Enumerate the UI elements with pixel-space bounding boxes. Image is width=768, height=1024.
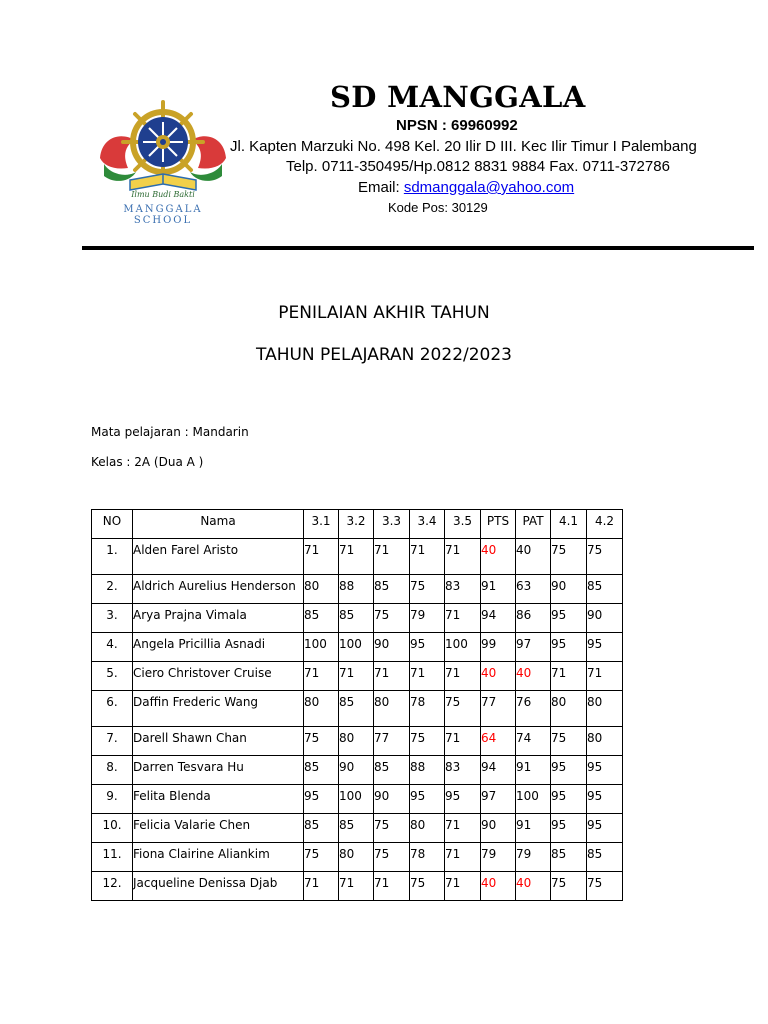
score-cell: 100 [445, 633, 481, 662]
score-cell: 85 [339, 691, 374, 727]
grades-table [91, 509, 623, 901]
score-cell: 83 [445, 575, 481, 604]
score-cell: 80 [339, 727, 374, 756]
npsn: NPSN : 69960992 [396, 117, 518, 134]
row-number: 4. [92, 633, 133, 662]
score-cell: 71 [445, 843, 481, 872]
email-label: Email: [358, 179, 404, 196]
phone: Telp. 0711-350495/Hp.0812 8831 9884 Fax. 0711-372786 [286, 158, 670, 175]
score-cell: 40 [481, 539, 516, 575]
score-cell: 91 [481, 575, 516, 604]
table-row [92, 575, 623, 604]
score-cell: 40 [516, 872, 551, 901]
score-cell: 97 [516, 633, 551, 662]
score-cell: 88 [339, 575, 374, 604]
score-cell: 80 [587, 691, 623, 727]
row-number: 3. [92, 604, 133, 633]
student-name: Arya Prajna Vimala [133, 604, 304, 633]
student-name: Fiona Clairine Aliankim [133, 843, 304, 872]
score-cell: 95 [410, 785, 445, 814]
score-cell: 90 [339, 756, 374, 785]
score-cell: 75 [551, 727, 587, 756]
score-cell: 95 [551, 785, 587, 814]
score-cell: 90 [587, 604, 623, 633]
student-name: Aldrich Aurelius Henderson [133, 575, 304, 604]
score-cell: 86 [516, 604, 551, 633]
score-cell: 71 [410, 539, 445, 575]
score-cell: 71 [339, 872, 374, 901]
student-name: Ciero Christover Cruise [133, 662, 304, 691]
document-subtitle: TAHUN PELAJARAN 2022/2023 [256, 345, 512, 365]
score-cell: 40 [481, 872, 516, 901]
score-cell: 100 [304, 633, 339, 662]
score-cell: 83 [445, 756, 481, 785]
score-cell: 75 [410, 727, 445, 756]
score-cell: 75 [587, 872, 623, 901]
student-name: Jacqueline Denissa Djab [133, 872, 304, 901]
row-number: 12. [92, 872, 133, 901]
score-cell: 90 [374, 633, 410, 662]
score-cell: 40 [516, 539, 551, 575]
score-cell: 85 [374, 756, 410, 785]
score-cell: 71 [374, 539, 410, 575]
table-row [92, 633, 623, 662]
score-cell: 75 [587, 539, 623, 575]
table-row [92, 872, 623, 901]
score-cell: 64 [481, 727, 516, 756]
score-cell: 75 [551, 872, 587, 901]
row-number: 1. [92, 539, 133, 575]
score-cell: 85 [587, 843, 623, 872]
score-cell: 95 [587, 756, 623, 785]
score-cell: 95 [551, 756, 587, 785]
score-cell: 76 [516, 691, 551, 727]
email-link[interactable]: sdmanggala@yahoo.com [403, 179, 575, 196]
score-cell: 80 [374, 691, 410, 727]
student-name: Darren Tesvara Hu [133, 756, 304, 785]
column-header: NO [92, 510, 133, 539]
score-cell: 95 [551, 633, 587, 662]
student-name: Felita Blenda [133, 785, 304, 814]
score-cell: 71 [304, 872, 339, 901]
score-cell: 94 [481, 756, 516, 785]
score-cell: 95 [551, 814, 587, 843]
table-row [92, 662, 623, 691]
table-header-row [92, 510, 623, 539]
score-cell: 85 [304, 814, 339, 843]
score-cell: 77 [374, 727, 410, 756]
row-number: 10. [92, 814, 133, 843]
score-cell: 71 [587, 662, 623, 691]
score-cell: 99 [481, 633, 516, 662]
score-cell: 85 [339, 604, 374, 633]
score-cell: 71 [445, 814, 481, 843]
score-cell: 100 [339, 633, 374, 662]
score-cell: 71 [410, 662, 445, 691]
score-cell: 80 [339, 843, 374, 872]
score-cell: 71 [445, 662, 481, 691]
score-cell: 85 [304, 604, 339, 633]
row-number: 9. [92, 785, 133, 814]
score-cell: 91 [516, 756, 551, 785]
score-cell: 94 [481, 604, 516, 633]
score-cell: 85 [587, 575, 623, 604]
student-name: Felicia Valarie Chen [133, 814, 304, 843]
table-row [92, 756, 623, 785]
score-cell: 95 [551, 604, 587, 633]
score-cell: 71 [551, 662, 587, 691]
score-cell: 85 [551, 843, 587, 872]
score-cell: 95 [410, 633, 445, 662]
score-cell: 85 [374, 575, 410, 604]
row-number: 7. [92, 727, 133, 756]
email-line [358, 179, 574, 196]
row-number: 2. [92, 575, 133, 604]
row-number: 11. [92, 843, 133, 872]
column-header: 4.1 [551, 510, 587, 539]
score-cell: 75 [374, 604, 410, 633]
score-cell: 71 [445, 539, 481, 575]
row-number: 8. [92, 756, 133, 785]
school-logo [92, 96, 234, 226]
score-cell: 77 [481, 691, 516, 727]
score-cell: 88 [410, 756, 445, 785]
score-cell: 100 [516, 785, 551, 814]
score-cell: 75 [410, 575, 445, 604]
score-cell: 85 [304, 756, 339, 785]
score-cell: 90 [481, 814, 516, 843]
score-cell: 95 [587, 814, 623, 843]
table-row [92, 843, 623, 872]
student-name: Angela Pricillia Asnadi [133, 633, 304, 662]
row-number: 5. [92, 662, 133, 691]
column-header: PAT [516, 510, 551, 539]
score-cell: 71 [445, 604, 481, 633]
score-cell: 71 [374, 662, 410, 691]
score-cell: 75 [410, 872, 445, 901]
column-header: Nama [133, 510, 304, 539]
column-header: 3.4 [410, 510, 445, 539]
score-cell: 71 [339, 662, 374, 691]
score-cell: 80 [587, 727, 623, 756]
row-number: 6. [92, 691, 133, 727]
score-cell: 90 [374, 785, 410, 814]
score-cell: 75 [445, 691, 481, 727]
score-cell: 95 [587, 633, 623, 662]
student-name: Daffin Frederic Wang [133, 691, 304, 727]
score-cell: 80 [304, 691, 339, 727]
score-cell: 78 [410, 691, 445, 727]
table-row [92, 785, 623, 814]
address: Jl. Kapten Marzuki No. 498 Kel. 20 Ilir D III. Kec Ilir Timur I Palembang [230, 138, 697, 155]
logo-motto: Ilmu Budi Bakti [131, 190, 195, 199]
score-cell: 78 [410, 843, 445, 872]
score-cell: 63 [516, 575, 551, 604]
score-cell: 85 [339, 814, 374, 843]
score-cell: 40 [481, 662, 516, 691]
score-cell: 95 [587, 785, 623, 814]
score-cell: 91 [516, 814, 551, 843]
score-cell: 71 [304, 539, 339, 575]
column-header: 3.1 [304, 510, 339, 539]
score-cell: 79 [410, 604, 445, 633]
score-cell: 71 [445, 872, 481, 901]
subject-line: Mata pelajaran : Mandarin [91, 425, 249, 439]
postal-code: Kode Pos: 30129 [388, 200, 488, 215]
score-cell: 95 [304, 785, 339, 814]
score-cell: 80 [410, 814, 445, 843]
column-header: 3.3 [374, 510, 410, 539]
student-name: Alden Farel Aristo [133, 539, 304, 575]
score-cell: 40 [516, 662, 551, 691]
score-cell: 90 [551, 575, 587, 604]
score-cell: 75 [374, 814, 410, 843]
score-cell: 75 [374, 843, 410, 872]
score-cell: 80 [304, 575, 339, 604]
score-cell: 97 [481, 785, 516, 814]
class-line: Kelas : 2A (Dua A ) [91, 455, 204, 469]
table-row [92, 727, 623, 756]
table-row [92, 691, 623, 727]
score-cell: 80 [551, 691, 587, 727]
score-cell: 71 [445, 727, 481, 756]
score-cell: 100 [339, 785, 374, 814]
score-cell: 74 [516, 727, 551, 756]
column-header: PTS [481, 510, 516, 539]
score-cell: 71 [374, 872, 410, 901]
student-name: Darell Shawn Chan [133, 727, 304, 756]
score-cell: 75 [304, 843, 339, 872]
table-row [92, 814, 623, 843]
score-cell: 79 [481, 843, 516, 872]
column-header: 3.5 [445, 510, 481, 539]
table-row [92, 604, 623, 633]
score-cell: 95 [445, 785, 481, 814]
header-divider [82, 246, 754, 250]
document-title: PENILAIAN AKHIR TAHUN [278, 303, 490, 323]
score-cell: 71 [339, 539, 374, 575]
column-header: 3.2 [339, 510, 374, 539]
column-header: 4.2 [587, 510, 623, 539]
logo-text: MANGGALA SCHOOL [123, 204, 203, 226]
score-cell: 75 [304, 727, 339, 756]
score-cell: 75 [551, 539, 587, 575]
score-cell: 71 [304, 662, 339, 691]
table-row [92, 539, 623, 575]
score-cell: 79 [516, 843, 551, 872]
school-name: SD MANGGALA [330, 80, 586, 114]
